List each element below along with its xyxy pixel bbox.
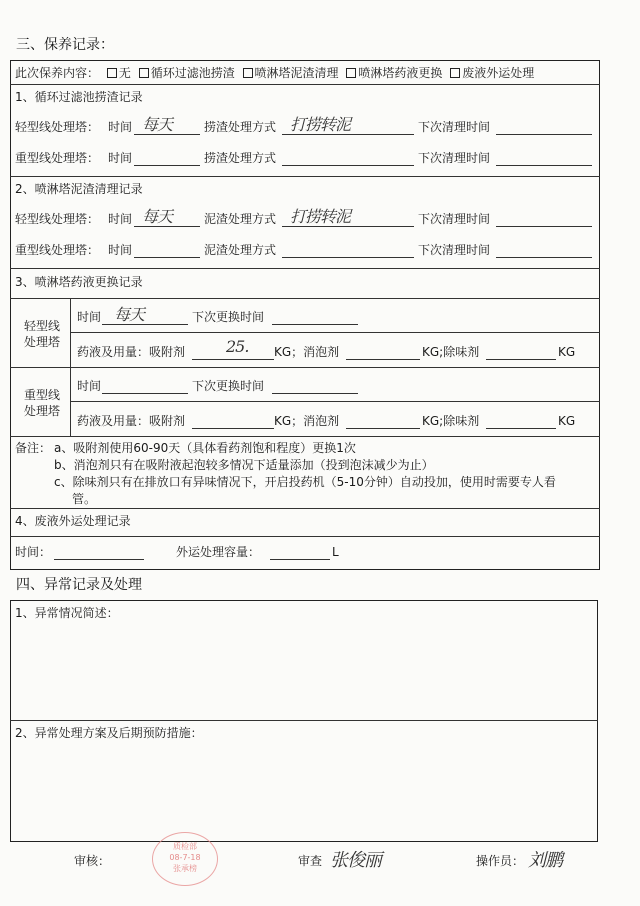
- checkbox-icon[interactable]: [107, 68, 117, 78]
- sub1-heavy-time-field[interactable]: [134, 165, 200, 166]
- sub3-heavy-adsorbent-field[interactable]: [192, 428, 274, 429]
- sub3-light-next-label: 下次更换时间: [192, 310, 265, 324]
- sub3-light-time-label: 时间: [77, 310, 102, 324]
- note-a: a、吸附剂使用60-90天（具体看药剂饱和程度）更换1次: [54, 441, 356, 455]
- sub3-heavy-defoamer-field[interactable]: [346, 428, 420, 429]
- sub1-heavy-method-label: 捞渣处理方式: [204, 151, 277, 165]
- sub1-heavy-next-label: 下次清理时间: [418, 151, 491, 165]
- row-divider: [10, 84, 600, 85]
- stamp-line-2: 08-7-18: [169, 853, 201, 862]
- sub2-heavy-time-field[interactable]: [134, 257, 200, 258]
- sub3-heavy-next-field[interactable]: [272, 393, 358, 394]
- option-liquid-replace[interactable]: 喷淋塔药液更换: [342, 66, 442, 80]
- sub3-light-time-handwriting: 每天: [114, 305, 145, 324]
- operator-signature: 刘鹏: [528, 850, 562, 871]
- exception-solution-area[interactable]: [14, 742, 594, 838]
- sub3-heavy-dosage-label: 药液及用量：吸附剂: [77, 414, 186, 428]
- sub3-heavy-kg2: KG;除味剂: [422, 414, 480, 428]
- row-divider: [10, 298, 600, 299]
- sub2-heavy-time-label: 时间: [108, 243, 133, 257]
- sub2-heavy-method-field[interactable]: [282, 257, 414, 258]
- sub1-light-next-field[interactable]: [496, 134, 592, 135]
- content-row: [15, 66, 534, 80]
- sub1-heavy-method-field[interactable]: [282, 165, 414, 166]
- sub3-heavy-label-1: 重型线: [24, 388, 61, 402]
- sub3-heavy-time-label: 时间: [77, 379, 102, 393]
- sub1-light-next-label: 下次清理时间: [418, 120, 491, 134]
- sub3-light-defoamer-field[interactable]: [346, 359, 420, 360]
- sub3-heavy-deodorant-field[interactable]: [486, 428, 556, 429]
- section3-title: 三、保养记录：: [16, 37, 114, 53]
- sub1-light-time-handwriting: 每天: [142, 115, 173, 134]
- row-divider: [70, 401, 600, 402]
- sub4-capacity-field[interactable]: [270, 559, 330, 560]
- sub2-heavy-next-label: 下次清理时间: [418, 243, 491, 257]
- sub2-light-method-label: 泥渣处理方式: [204, 212, 277, 226]
- sub3-light-kg1: KG；消泡剂: [274, 345, 340, 359]
- sub2-light-method-handwriting: 打捞转泥: [290, 207, 351, 226]
- sub1-light-method-label: 捞渣处理方式: [204, 120, 277, 134]
- sub4-capacity-label: 外运处理容量：: [176, 545, 261, 559]
- check-signature: 张俊丽: [330, 850, 381, 871]
- sub2-heavy-next-field[interactable]: [496, 257, 592, 258]
- note-b: b、消泡剂只有在吸附液起泡较多情况下适量添加（投到泡沫减少为止）: [54, 458, 434, 472]
- sub3-light-label-1: 轻型线: [24, 319, 61, 333]
- sub3-heavy-kg3: KG: [558, 414, 576, 428]
- checkbox-icon[interactable]: [346, 68, 356, 78]
- sub3-heavy-label-2: 处理塔: [24, 404, 61, 418]
- sub4-unit: L: [332, 545, 339, 559]
- stamp-line-3: 张承榜: [173, 864, 197, 873]
- row-divider: [10, 176, 600, 177]
- review-label: 审核：: [74, 854, 111, 868]
- sub2-title: 2、喷淋塔泥渣清理记录: [15, 182, 143, 196]
- section4-title: 四、异常记录及处理: [16, 577, 142, 593]
- option-filter-pool[interactable]: 循环过滤池捞渣: [135, 66, 235, 80]
- sub1-light-method-handwriting: 打捞转泥: [290, 115, 351, 134]
- exception-summary-area[interactable]: [14, 622, 594, 716]
- sub4-time-label: 时间：: [15, 545, 52, 559]
- sub3-light-label-2: 处理塔: [24, 335, 61, 349]
- sub2-light-next-field[interactable]: [496, 226, 592, 227]
- sub2-light-time-handwriting: 每天: [142, 207, 173, 226]
- sub3-heavy-next-label: 下次更换时间: [192, 379, 265, 393]
- notes-label: 备注：: [15, 441, 52, 455]
- sub3-light-adsorbent-field[interactable]: [192, 359, 274, 360]
- sub1-light-time-label: 时间: [108, 120, 133, 134]
- row-divider: [10, 720, 598, 721]
- col-divider: [70, 298, 71, 436]
- stamp-line-1: 质检部: [173, 842, 197, 851]
- exception-summary-label: 1、异常情况简述：: [15, 606, 119, 620]
- row-divider: [10, 508, 600, 509]
- sub3-heavy-time-field[interactable]: [102, 393, 188, 394]
- exception-solution-label: 2、异常处理方案及后期预防措施：: [15, 726, 203, 740]
- sub2-light-next-label: 下次清理时间: [418, 212, 491, 226]
- note-c-line2: 管。: [72, 492, 97, 506]
- sub1-heavy-time-label: 时间: [108, 151, 133, 165]
- option-sludge-clean[interactable]: 喷淋塔泥渣清理: [239, 66, 339, 80]
- sub3-light-kg3: KG: [558, 345, 576, 359]
- sub2-light-tower: 轻型线处理塔：: [15, 212, 100, 226]
- approval-stamp: [152, 832, 218, 886]
- sub3-light-adsorbent-handwriting: 25.: [226, 337, 249, 356]
- sub3-light-dosage-label: 药液及用量：吸附剂: [77, 345, 186, 359]
- sub4-time-field[interactable]: [54, 559, 144, 560]
- sub1-title: 1、循环过滤池捞渣记录: [15, 90, 143, 104]
- sub3-light-deodorant-field[interactable]: [486, 359, 556, 360]
- check-label: 审查: [298, 854, 323, 868]
- sub1-light-tower: 轻型线处理塔：: [15, 120, 100, 134]
- row-divider: [10, 436, 600, 437]
- row-divider: [10, 367, 600, 368]
- row-divider: [70, 332, 600, 333]
- sub3-light-next-field[interactable]: [272, 324, 358, 325]
- checkbox-icon[interactable]: [139, 68, 149, 78]
- option-waste-transport[interactable]: 废液外运处理: [446, 66, 534, 80]
- sub3-title: 3、喷淋塔药液更换记录: [15, 275, 143, 289]
- row-divider: [10, 536, 600, 537]
- sub2-heavy-tower: 重型线处理塔：: [15, 243, 100, 257]
- sub1-heavy-tower: 重型线处理塔：: [15, 151, 100, 165]
- option-none[interactable]: 无: [103, 66, 131, 80]
- operator-label: 操作员：: [476, 854, 525, 868]
- sub1-heavy-next-field[interactable]: [496, 165, 592, 166]
- content-label: 此次保养内容：: [15, 66, 100, 80]
- note-c-line1: c、除味剂只有在排放口有异味情况下，开启投药机（5-10分钟）自动投加，使用时需要专人看: [54, 475, 556, 489]
- checkbox-icon[interactable]: [243, 68, 253, 78]
- sub2-heavy-method-label: 泥渣处理方式: [204, 243, 277, 257]
- checkbox-icon[interactable]: [450, 68, 460, 78]
- sub3-light-kg2: KG;除味剂: [422, 345, 480, 359]
- sub3-heavy-kg1: KG；消泡剂: [274, 414, 340, 428]
- row-divider: [10, 268, 600, 269]
- sub4-title: 4、废液外运处理记录: [15, 514, 131, 528]
- sub2-light-time-label: 时间: [108, 212, 133, 226]
